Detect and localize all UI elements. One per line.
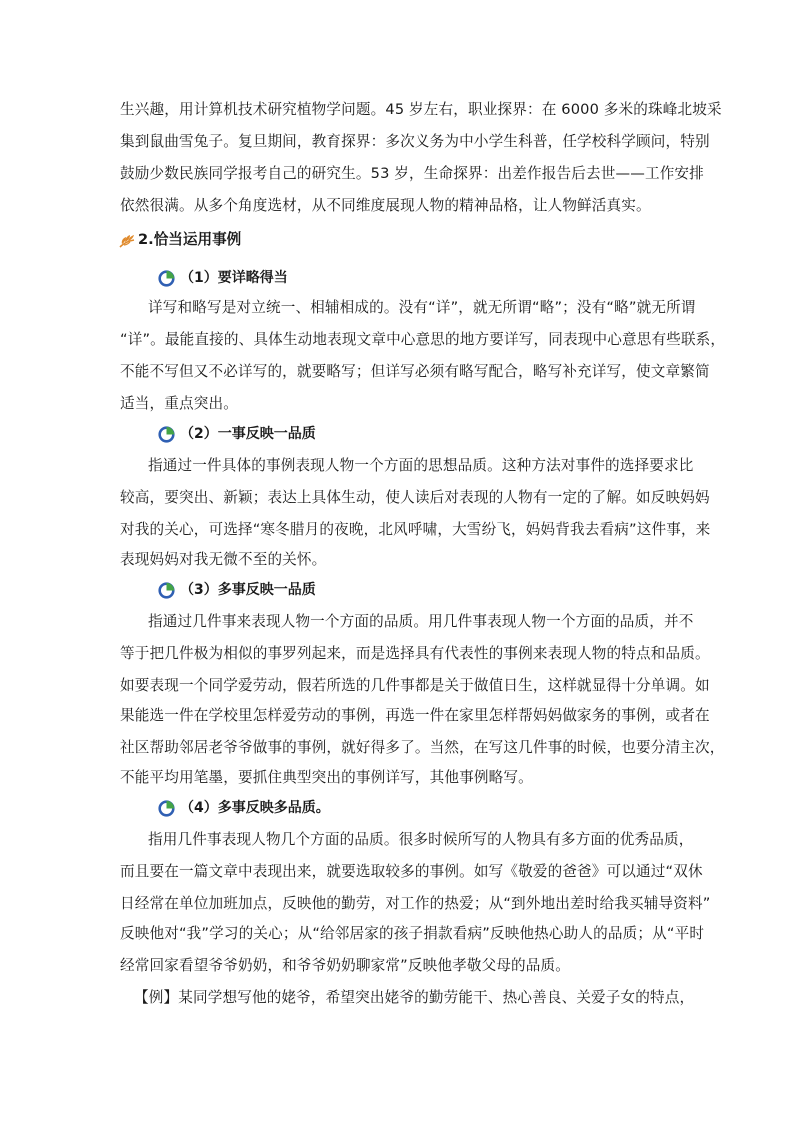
- subsection-title: （3）多事反映一品质: [180, 582, 316, 598]
- pie-chart-icon: [158, 800, 175, 817]
- example-line: 【例】某同学想写他的姥爷，希望突出姥爷的勤劳能干、热心善良、关爱子女的特点，: [134, 989, 695, 1006]
- paragraph-line: 详写和略写是对立统一、相辅相成的。没有“详”，就无所谓“略”；没有“略”就无所谓: [148, 299, 696, 316]
- paragraph-line: 指通过几件事来表现人物一个方面的品质。用几件事表现人物一个方面的品质，并不: [148, 613, 694, 630]
- wheat-leaf-icon: [118, 231, 136, 249]
- subsection-heading-4: [158, 798, 330, 818]
- paragraph-line: 对我的关心，可选择“寒冬腊月的夜晚，北风呼啸，大雪纷飞，妈妈背我去看病”这件事，来: [120, 521, 711, 538]
- paragraph-line: 等于把几件极为相似的事罗列起来，而是选择具有代表性的事例来表现人物的特点和品质。: [120, 645, 710, 662]
- paragraph-line: 如要表现一个同学爱劳动，假若所选的几件事都是关于做值日生，这样就显得十分单调。如: [120, 677, 710, 694]
- paragraph-line: 指用几件事表现人物几个方面的品质。很多时候所写的人物具有多方面的优秀品质，: [148, 831, 694, 848]
- pie-chart-icon: [158, 270, 175, 287]
- pie-chart-icon: [158, 426, 175, 443]
- subsection-heading-1: [158, 268, 288, 288]
- intro-line-1: 生兴趣，用计算机技术研究植物学问题。45 岁左右，职业探界：在 6000 多米的珠峰北坡采: [120, 101, 722, 118]
- paragraph-line: 社区帮助邻居老爷爷做事的事例，就好得多了。当然，在写这几件事的时候，也要分清主次，: [120, 739, 725, 756]
- subsection-title: （4）多事反映多品质。: [180, 800, 330, 816]
- subsection-title: （2）一事反映一品质: [180, 426, 316, 442]
- subsection-heading-3: [158, 580, 316, 600]
- section-title: 2.恰当运用事例: [138, 231, 242, 248]
- paragraph-line: 果能选一件在学校里怎样爱劳动的事例，再选一件在家里怎样帮妈妈做家务的事例，或者在: [120, 707, 710, 724]
- subsection-heading-2: [158, 424, 316, 444]
- section-heading: [118, 230, 241, 250]
- subsection-title: （1）要详略得当: [180, 270, 288, 286]
- intro-line-4: 依然很满。从多个角度选材，从不同维度展现人物的精神品格，让人物鲜活真实。: [120, 197, 651, 214]
- paragraph-line: 较高，要突出、新颖；表达上具体生动，使人读后对表现的人物有一定的了解。如反映妈妈: [120, 489, 710, 506]
- paragraph-line: “详”。最能直接的、具体生动地表现文章中心意思的地方要详写，同表现中心意思有些联系，: [120, 331, 726, 348]
- paragraph-line: 指通过一件具体的事例表现人物一个方面的思想品质。这种方法对事件的选择要求比: [148, 457, 694, 474]
- paragraph-line: 日经常在单位加班加点，反映他的勤劳，对工作的热爱；从“到外地出差时给我买辅导资料”: [120, 895, 711, 912]
- paragraph-line: 表现妈妈对我无微不至的关怀。: [120, 551, 327, 568]
- paragraph-line: 适当，重点突出。: [120, 395, 238, 412]
- intro-line-2: 集到鼠曲雪兔子。复旦期间，教育探界：多次义务为中小学生科普，任学校科学顾问，特别: [120, 133, 710, 150]
- paragraph-line: 不能平均用笔墨，要抓住典型突出的事例详写，其他事例略写。: [120, 769, 533, 786]
- pie-chart-icon: [158, 582, 175, 599]
- intro-line-3: 鼓励少数民族同学报考自己的研究生。53 岁，生命探界：出差作报告后去世——工作安排: [120, 165, 704, 182]
- paragraph-line: 经常回家看望爷爷奶奶，和爷爷奶奶聊家常”反映他孝敬父母的品质。: [120, 957, 571, 974]
- paragraph-line: 反映他对“我”学习的关心；从“给邻居家的孩子捐款看病”反映他热心助人的品质；从“平时: [120, 925, 705, 942]
- paragraph-line: 不能不写但又不必详写的，就要略写；但详写必须有略写配合，略写补充详写，使文章繁简: [120, 363, 710, 380]
- paragraph-line: 而且要在一篇文章中表现出来，就要选取较多的事例。如写《敬爱的爸爸》可以通过“双休: [120, 863, 703, 880]
